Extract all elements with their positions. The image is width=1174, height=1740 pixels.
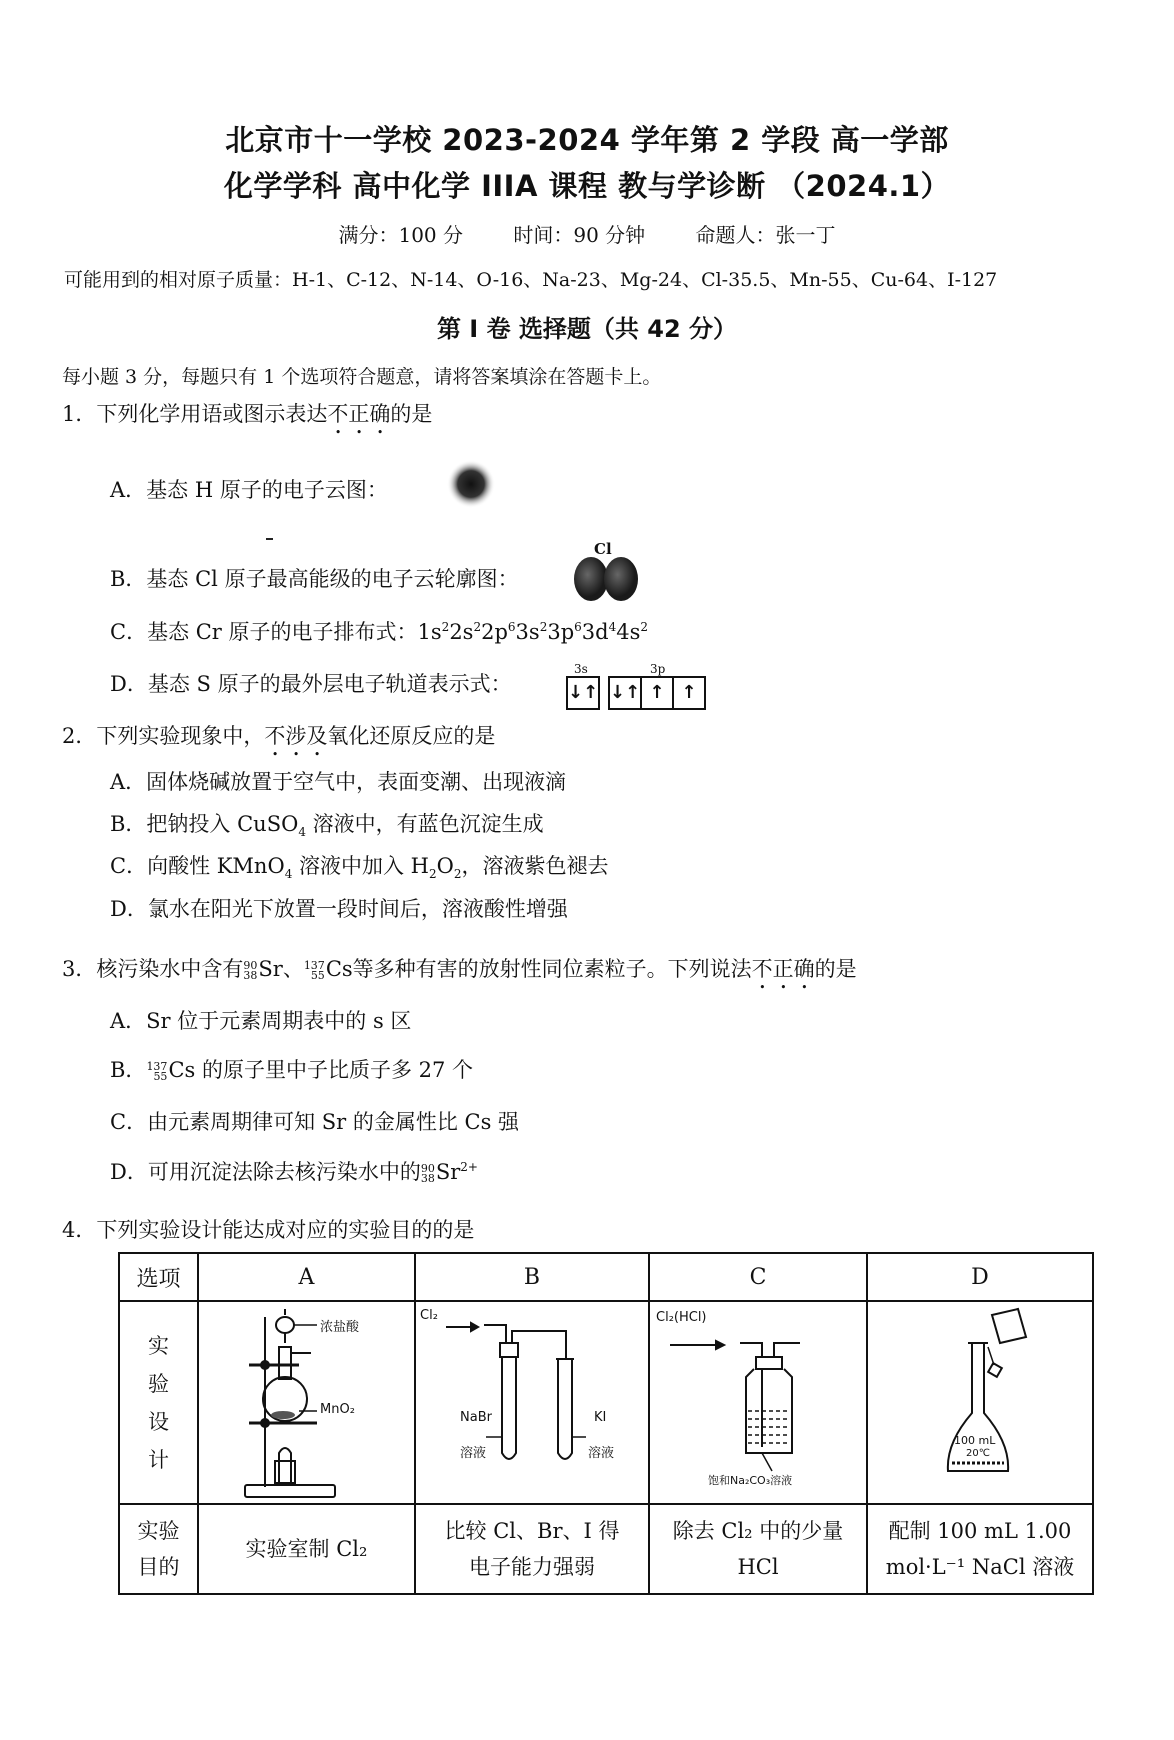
option-text: Cs 的原子里中子比质子多 27 个 (168, 1058, 474, 1082)
emphasis-text: 不正确 (751, 957, 815, 981)
orbital-term: 3p (547, 620, 575, 644)
purpose-text: 比较 Cl、Br、I 得 (444, 1519, 620, 1543)
purpose-text: 配制 100 mL 1.00 (888, 1519, 1072, 1543)
design-cell-c (649, 1301, 867, 1504)
orbital-term: 3s (515, 620, 540, 644)
option-text: B． (110, 1058, 147, 1082)
stem-text: 的是 (814, 957, 857, 981)
subscript: 2 (429, 867, 437, 882)
full-score: 满分：100 分 (338, 223, 463, 247)
question-number: 3． (62, 957, 97, 981)
purpose-text: 除去 Cl₂ 中的少量 (672, 1519, 844, 1543)
flask-volume-label: 100 mL (954, 1434, 996, 1447)
q2-option-a: A．固体烧碱放置于空气中，表面变潮、出现液滴 (110, 770, 567, 794)
stem-text: 下列化学用语或图示表达 (96, 402, 328, 426)
label-char: 验 (148, 1371, 169, 1396)
stem-text: 下列实验现象中， (96, 724, 265, 748)
q2-option-b (110, 808, 544, 839)
mass-number: 137 (146, 1059, 168, 1073)
orbital-term: 3d (581, 620, 609, 644)
purpose-label-cell (119, 1504, 198, 1594)
orbital-term: 2p (481, 620, 508, 644)
electron-count: 2 (441, 620, 450, 634)
subscript: 4 (298, 825, 306, 840)
liquid-label: 饱和Na₂CO₃溶液 (708, 1474, 793, 1487)
option-text: O (436, 854, 454, 878)
purpose-cell-c (649, 1504, 867, 1594)
table-header-row (119, 1253, 1093, 1301)
label-text: 目的 (137, 1555, 180, 1579)
stem-text: 氧化还原反应的是 (327, 724, 496, 748)
stray-dash-mark (266, 538, 273, 540)
purpose-text: 电子能力强弱 (469, 1555, 595, 1579)
question-number: 4． (62, 1218, 97, 1242)
atomic-masses: 可能用到的相对原子质量：H-1、C-12、N-14、O-16、Na-23、Mg-24、Cl-35.5、Mn-55、Cu-64、I-127 (64, 269, 998, 291)
question-4-stem (62, 1214, 474, 1244)
p-orbital-dumbbell-icon (573, 556, 639, 602)
exam-title-line2: 化学学科 高中化学 IIIA 课程 教与学诊断 （2024.1） (223, 169, 951, 203)
option-text: C．基态 Cr 原子的电子排布式： (110, 620, 418, 644)
tube-label: 溶液 (588, 1446, 615, 1461)
reagent-label: 浓盐酸 (320, 1320, 360, 1335)
label-char: 实 (148, 1333, 169, 1358)
h-electron-cloud-icon (446, 458, 496, 510)
ion-charge: 2+ (460, 1160, 478, 1174)
isotope-numbers (420, 1161, 435, 1185)
emphasis-text: 不涉及 (264, 724, 328, 748)
option-text: ，溶液紫色褪去 (461, 854, 609, 878)
chlorine-generator-apparatus-icon (199, 1303, 414, 1502)
isotope-numbers (243, 958, 258, 982)
reagent-label: MnO₂ (320, 1402, 355, 1417)
atomic-number: 55 (310, 968, 325, 982)
q1-option-b: B．基态 Cl 原子最高能级的电子云轮廓图： (110, 567, 519, 591)
purpose-cell-d (867, 1504, 1093, 1594)
design-label-cell (119, 1301, 198, 1504)
label-char: 计 (148, 1447, 169, 1472)
question-1-stem (62, 398, 432, 439)
option-text: 溶液中加入 H (292, 854, 429, 878)
header-cell: D (867, 1253, 1093, 1301)
header-cell: 选项 (119, 1253, 198, 1301)
design-cell-a (198, 1301, 415, 1504)
orbital-term: 1s (417, 620, 442, 644)
header-cell: B (415, 1253, 649, 1301)
table-purpose-row (119, 1504, 1093, 1594)
electron-configuration (418, 620, 648, 644)
flask-temp-label: 20℃ (966, 1448, 990, 1459)
purpose-text: HCl (737, 1555, 779, 1579)
element-symbol: Sr (435, 1160, 461, 1184)
emphasis-text: 不正确 (327, 402, 391, 426)
orbital-cell: ↑ (681, 682, 697, 703)
question-number: 1． (62, 402, 97, 426)
q1-option-a: A．基态 H 原子的电子云图： (110, 478, 388, 502)
gas-label: Cl₂ (420, 1308, 438, 1323)
isotope-numbers (146, 1059, 168, 1083)
q3-option-a: A．Sr 位于元素周期表中的 s 区 (110, 1009, 412, 1033)
header-cell: C (649, 1253, 867, 1301)
orbital-box-3p (608, 676, 706, 710)
orbital-cell: ↑ (642, 678, 674, 708)
section-title: 第 I 卷 选择题（共 42 分） (436, 315, 738, 343)
option-text: C．向酸性 KMnO (110, 854, 285, 878)
exam-author: 命题人：张一丁 (695, 223, 836, 247)
atomic-number: 38 (420, 1171, 435, 1185)
stem-text: 等多种有害的放射性同位素粒子。下列说法 (352, 957, 752, 981)
option-text: D．可用沉淀法除去核污染水中的 (110, 1160, 421, 1184)
question-3-stem (62, 953, 857, 994)
element-symbol: Sr (258, 957, 283, 981)
orbital-label-3s: 3s (574, 662, 588, 676)
q2-option-c (110, 850, 609, 881)
purpose-cell-b (415, 1504, 649, 1594)
design-cell-b (415, 1301, 649, 1504)
header-cell: A (198, 1253, 415, 1301)
q3-option-b (110, 1054, 473, 1084)
electron-count: 2 (640, 620, 649, 634)
subscript: 4 (284, 867, 293, 882)
stem-text: 的是 (390, 402, 433, 426)
exam-time: 时间：90 分钟 (513, 223, 646, 247)
q1-option-d: D．基态 S 原子的最外层电子轨道表示式： (110, 672, 512, 696)
table-design-row (119, 1301, 1093, 1504)
electron-count: 2 (473, 620, 482, 634)
question-number: 2． (62, 724, 97, 748)
electron-count: 2 (539, 620, 548, 634)
tube-label: KI (594, 1410, 607, 1425)
orbital-label-3p: 3p (650, 662, 666, 676)
cl-label: Cl (594, 540, 612, 558)
electron-count: 4 (608, 620, 617, 634)
orbital-cell: ↓↑ (568, 682, 599, 703)
exam-meta (0, 219, 1174, 248)
purpose-text: mol·L⁻¹ NaCl 溶液 (885, 1555, 1075, 1579)
question-2-stem (62, 720, 495, 761)
q1-option-c (110, 616, 648, 646)
experiment-table (118, 1252, 1094, 1595)
electron-count: 6 (507, 620, 516, 634)
q3-option-c: C．由元素周期律可知 Sr 的金属性比 Cs 强 (110, 1110, 520, 1134)
separator: 、 (282, 957, 304, 981)
subscript: 2 (453, 867, 462, 882)
stem-text: 核污染水中含有 (96, 957, 244, 981)
isotope-numbers (303, 958, 325, 982)
q2-option-d: D．氯水在阳光下放置一段时间后，溶液酸性增强 (110, 897, 568, 921)
label-text: 实验 (137, 1519, 180, 1543)
atomic-number: 38 (243, 968, 258, 982)
atomic-number: 55 (153, 1069, 168, 1083)
orbital-term: 2s (449, 620, 474, 644)
design-cell-d (867, 1301, 1093, 1504)
electron-count: 6 (574, 620, 582, 634)
exam-title-line1: 北京市十一学校 2023-2024 学年第 2 学段 高一学部 (225, 123, 949, 157)
stem-text: 下列实验设计能达成对应的实验目的的是 (96, 1218, 475, 1242)
mass-number: 137 (303, 958, 325, 972)
section-instruction: 每小题 3 分，每题只有 1 个选项符合题意，请将答案填涂在答题卡上。 (62, 366, 662, 388)
orbital-term: 4s (616, 620, 641, 644)
option-text: 溶液中，有蓝色沉淀生成 (305, 812, 544, 836)
tube-label: NaBr (460, 1410, 492, 1425)
tube-label: 溶液 (460, 1446, 487, 1461)
halogen-tubes-apparatus-icon (416, 1303, 648, 1502)
gas-label: Cl₂(HCl) (656, 1310, 707, 1325)
q3-option-d (110, 1156, 478, 1186)
option-text: B．把钠投入 CuSO (110, 812, 299, 836)
purpose-cell-a: 实验室制 Cl₂ (198, 1504, 415, 1594)
element-symbol: Cs (325, 957, 353, 981)
label-char: 设 (148, 1409, 169, 1434)
mass-number: 90 (420, 1161, 435, 1175)
orbital-cell: ↓↑ (610, 678, 642, 708)
orbital-box-3s (566, 676, 600, 710)
mass-number: 90 (243, 958, 258, 972)
volumetric-flask-icon (868, 1303, 1092, 1502)
